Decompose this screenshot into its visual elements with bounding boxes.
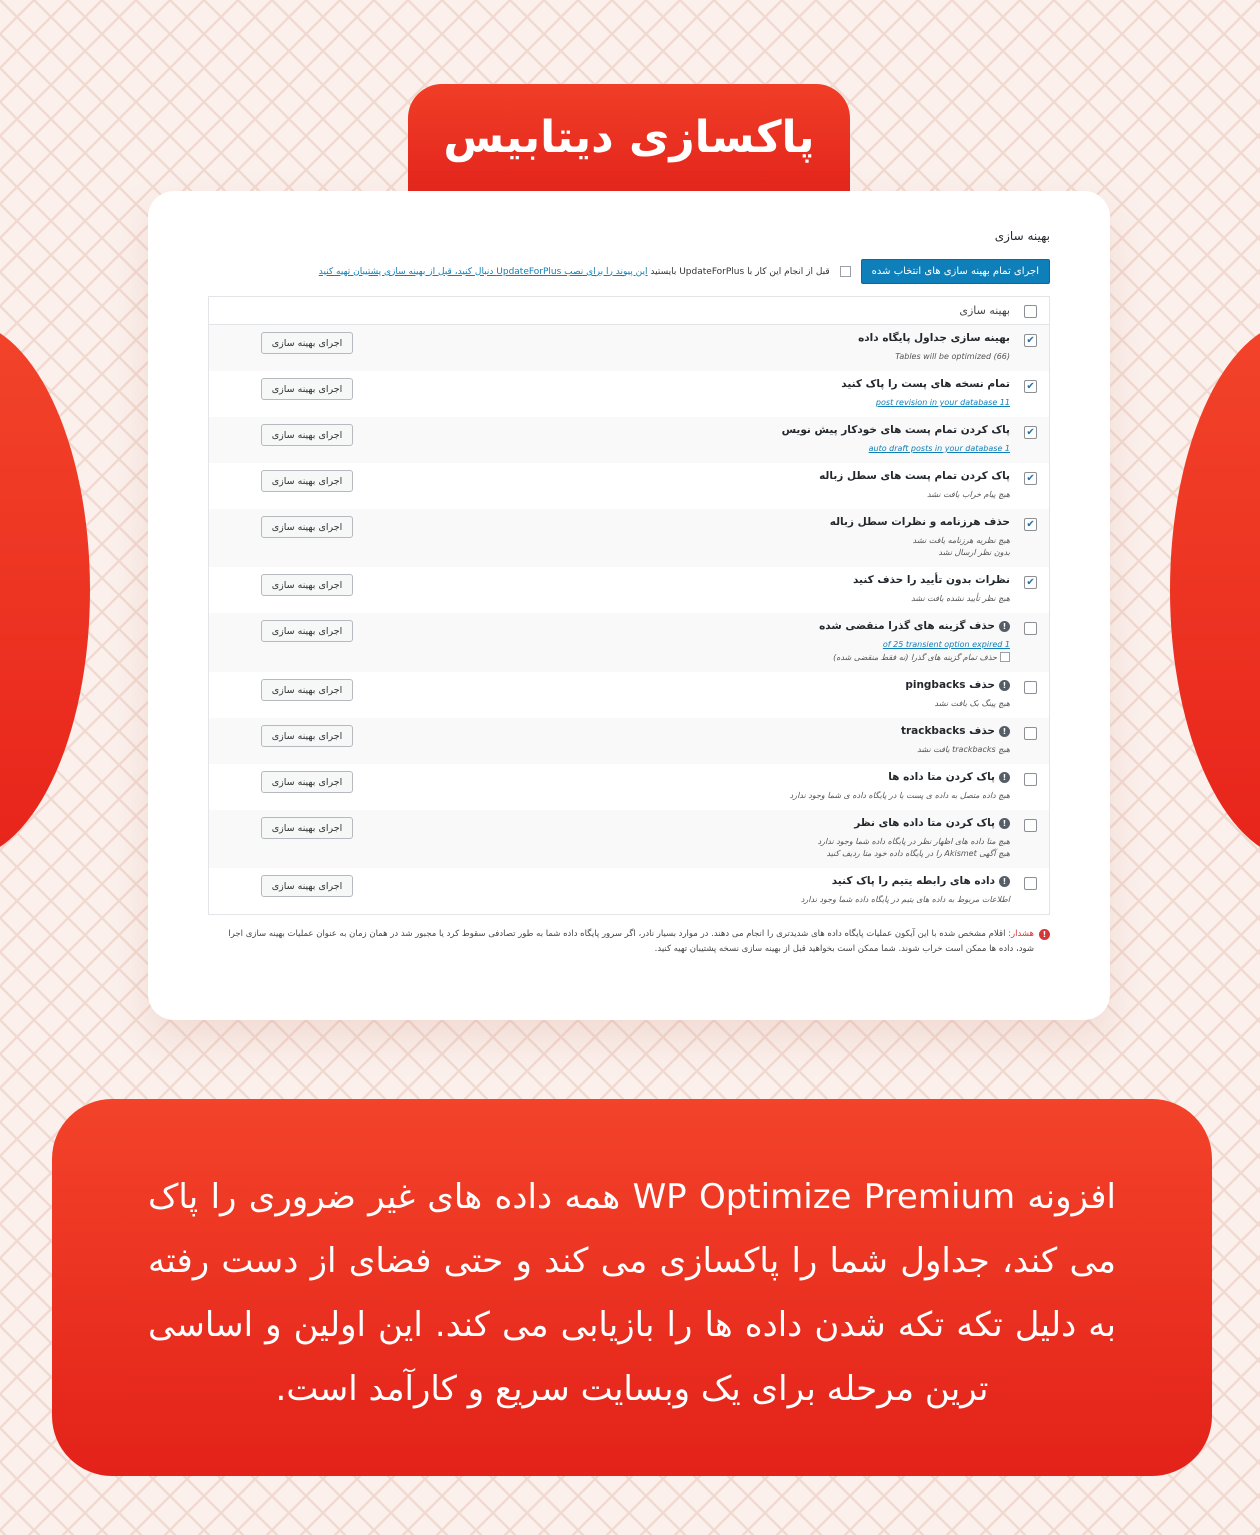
run-optimization-button[interactable]: اجرای بهینه سازی xyxy=(261,679,353,701)
description-text: افزونه WP Optimize Premium همه داده های غیر ضروری را پاک می کند، جداول شما را پاکسازی می کند و حتی فضای از دست رفته به دلیل تکه تکه شدن داده ها را بازیابی می کند. این اولین و اساسی ترین مرحله برای یک وبسایت سریع و کارآمد است. xyxy=(148,1177,1116,1409)
table-row xyxy=(209,463,1049,509)
row-checkbox[interactable] xyxy=(1024,380,1037,393)
table-row xyxy=(209,718,1049,764)
top-actions xyxy=(208,259,1050,284)
sub-option-checkbox[interactable] xyxy=(1000,652,1010,662)
row-title-text: حذف pingbacks xyxy=(905,679,995,691)
row-title-text: پاک کردن تمام پست های سطل زباله xyxy=(819,470,1010,482)
row-detail: Tables will be optimized (66) xyxy=(895,352,1010,361)
row-title-text: پاک کردن متا داده ها xyxy=(888,771,995,783)
checkmark-icon: ✔ xyxy=(1026,334,1035,346)
table-row xyxy=(209,371,1049,417)
row-title-text: پاک کردن متا داده های نظر xyxy=(854,817,995,829)
backup-prefix: قبل از انجام این کار با UpdateForPlus بایستید xyxy=(647,266,830,277)
info-icon: ! xyxy=(999,621,1010,632)
run-optimization-button[interactable]: اجرای بهینه سازی xyxy=(261,516,353,538)
row-detail-link[interactable]: auto draft posts in your database 1 xyxy=(868,444,1010,453)
row-checkbox[interactable] xyxy=(1024,576,1037,589)
row-detail: هیچ نظر تأیید نشده یافت نشد xyxy=(911,594,1010,603)
row-checkbox[interactable] xyxy=(1024,622,1037,635)
row-checkbox[interactable] xyxy=(1024,819,1037,832)
row-title-text: حذف هرزنامه و نظرات سطل زباله xyxy=(829,516,1010,528)
row-detail: هیچ پیام خراب یافت نشد xyxy=(926,490,1010,499)
row-detail: بدون نظر ارسال نشد xyxy=(938,548,1010,557)
row-checkbox[interactable] xyxy=(1024,877,1037,890)
checkmark-icon: ✔ xyxy=(1026,472,1035,484)
row-detail: هیچ trackbacks یافت نشد xyxy=(917,745,1010,754)
run-optimization-button[interactable]: اجرای بهینه سازی xyxy=(261,574,353,596)
row-detail: هیچ پینگ بک یافت نشد xyxy=(934,699,1010,708)
row-detail: هیچ آگهی Akismet را در پایگاه داده خود متا ردیف کنید xyxy=(826,849,1010,858)
run-optimization-button[interactable]: اجرای بهینه سازی xyxy=(261,470,353,492)
sub-option-label: حذف تمام گزینه های گذرا (نه فقط منقضی شده) xyxy=(833,652,997,662)
row-title-text: حذف trackbacks xyxy=(900,725,995,737)
description-box xyxy=(52,1099,1212,1476)
row-title-text: نظرات بدون تأیید را حذف کنید xyxy=(852,574,1010,586)
run-optimization-button[interactable]: اجرای بهینه سازی xyxy=(261,378,353,400)
banner-tab xyxy=(408,84,850,204)
row-checkbox[interactable] xyxy=(1024,426,1037,439)
row-checkbox[interactable] xyxy=(1024,773,1037,786)
run-optimization-button[interactable]: اجرای بهینه سازی xyxy=(261,817,353,839)
info-icon: ! xyxy=(999,772,1010,783)
table-row xyxy=(209,325,1049,371)
table-row xyxy=(209,613,1049,672)
row-checkbox[interactable] xyxy=(1024,727,1037,740)
row-title-text: داده های رابطه یتیم را پاک کنید xyxy=(831,875,995,887)
row-detail: هیچ متا داده های اظهار نظر در پایگاه داده شما وجود ندارد xyxy=(817,837,1010,846)
table-row xyxy=(209,810,1049,868)
info-icon: ! xyxy=(999,876,1010,887)
run-optimization-button[interactable]: اجرای بهینه سازی xyxy=(261,424,353,446)
table-header xyxy=(209,297,1049,325)
run-all-button[interactable]: اجرای تمام بهینه سازی های انتخاب شده xyxy=(861,259,1050,284)
table-row xyxy=(209,567,1049,613)
select-all-checkbox[interactable] xyxy=(1024,305,1037,318)
backup-checkbox[interactable] xyxy=(840,266,851,277)
row-title-text: بهینه سازی جداول پایگاه داده xyxy=(858,332,1010,344)
table-row xyxy=(209,868,1049,914)
row-detail: هیچ نظریه هرزنامه یافت نشد xyxy=(912,536,1010,545)
table-row xyxy=(209,509,1049,567)
row-checkbox[interactable] xyxy=(1024,518,1037,531)
checkmark-icon: ✔ xyxy=(1026,380,1035,392)
row-checkbox[interactable] xyxy=(1024,681,1037,694)
warning-icon: ! xyxy=(1039,929,1050,940)
row-checkbox[interactable] xyxy=(1024,334,1037,347)
banner-title: پاکسازی دیتابیس xyxy=(443,111,815,163)
info-icon: ! xyxy=(999,680,1010,691)
row-checkbox[interactable] xyxy=(1024,472,1037,485)
row-detail: هیچ داده متصل به داده ی پست یا در پایگاه داده ی شما وجود ندارد xyxy=(789,791,1010,800)
rows-container xyxy=(209,325,1049,914)
warning-text: اقلام مشخص شده با این آیکون عملیات پایگاه داده های شدیدتری را انجام می دهند. در موارد بسیار نادر، اگر سرور پایگاه داده شما به طور تصادفی سقوط کرد یا مجبور شد در همان زمان به عنوان عملیات بهینه سازی اجرا شود، داده ها ممکن است خراب شوند. شما ممکن است بخواهید قبل از بهینه سازی نسخه پشتیبان تهیه کنید. xyxy=(228,929,1034,954)
run-optimization-button[interactable]: اجرای بهینه سازی xyxy=(261,771,353,793)
info-icon: ! xyxy=(999,818,1010,829)
warning-label: هشدار: xyxy=(1008,929,1034,939)
select-all-label: بهینه سازی xyxy=(959,304,1010,317)
run-optimization-button[interactable]: اجرای بهینه سازی xyxy=(261,725,353,747)
run-optimization-button[interactable]: اجرای بهینه سازی xyxy=(261,875,353,897)
row-detail-link[interactable]: post revision in your database 11 xyxy=(875,398,1010,407)
row-detail-link[interactable]: of 25 transient option expired 1 xyxy=(882,640,1010,649)
row-title-text: حذف گزینه های گذرا منقضی شده xyxy=(819,620,995,632)
sub-option xyxy=(217,652,1010,662)
screenshot-card xyxy=(148,191,1110,1020)
row-title-text: پاک کردن تمام پست های خودکار پیش نویس xyxy=(781,424,1010,436)
checkmark-icon: ✔ xyxy=(1026,518,1035,530)
row-detail: اطلاعات مربوط به داده های یتیم در پایگاه داده شما وجود ندارد xyxy=(800,895,1010,904)
page-title: بهینه سازی xyxy=(994,229,1050,243)
table-row xyxy=(209,672,1049,718)
checkmark-icon: ✔ xyxy=(1026,426,1035,438)
decor-blob-right xyxy=(1170,320,1260,860)
run-optimization-button[interactable]: اجرای بهینه سازی xyxy=(261,332,353,354)
info-icon: ! xyxy=(999,726,1010,737)
checkmark-icon: ✔ xyxy=(1026,576,1035,588)
decor-blob-left xyxy=(0,320,90,860)
optimizations-table xyxy=(208,296,1050,915)
table-row xyxy=(209,417,1049,463)
row-title-text: تمام نسخه های پست را پاک کنید xyxy=(841,378,1010,390)
run-optimization-button[interactable]: اجرای بهینه سازی xyxy=(261,620,353,642)
backup-link[interactable]: این پیوند را برای نصب UpdateForPlus دنبال کنید، قبل از بهینه سازی پشتیبان تهیه کنید xyxy=(318,266,648,277)
warning-note xyxy=(208,927,1050,957)
optimize-panel xyxy=(208,229,1050,957)
table-row xyxy=(209,764,1049,810)
backup-note xyxy=(319,267,830,277)
